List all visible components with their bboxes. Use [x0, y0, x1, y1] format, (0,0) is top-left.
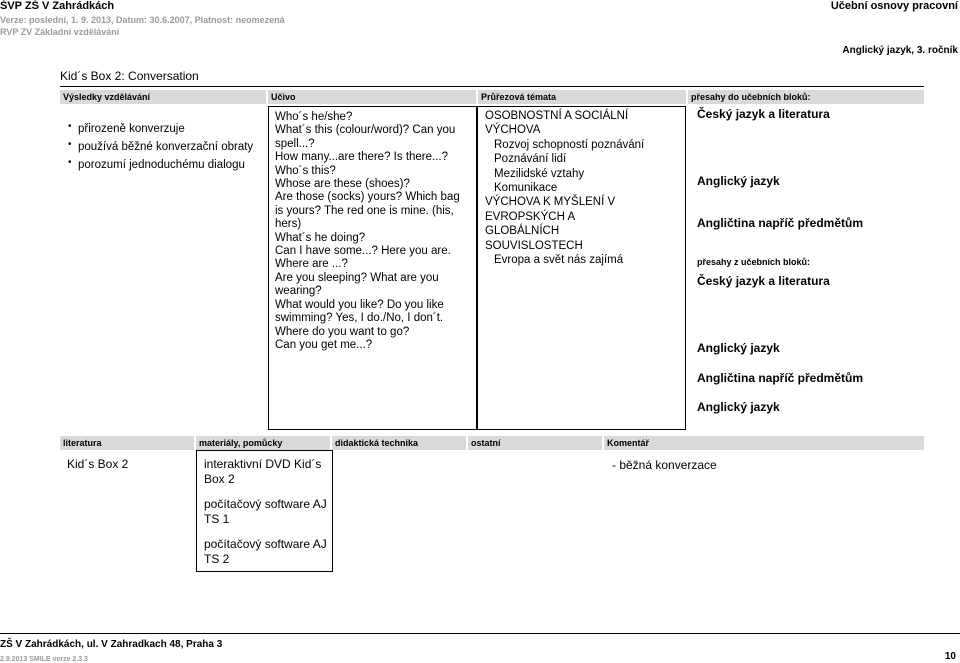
list-item: • porozumí jednoduchému dialogu — [68, 157, 245, 171]
list-item: TS 1 — [204, 512, 230, 526]
content-line: Can you get me...? — [275, 338, 373, 351]
unit-title: Kid´s Box 2: Conversation — [60, 69, 199, 83]
content-line: is yours? The red one is mine. (his, — [275, 204, 454, 217]
column-header-content: Učivo — [268, 90, 476, 104]
content-list — [275, 111, 475, 352]
topic-heading: VÝCHOVA — [485, 124, 541, 137]
topic-heading: EVROPSKÝCH A — [485, 210, 576, 223]
list-item: • používá běžné konverzační obraty — [68, 139, 254, 153]
overlap-to-item: Český jazyk a literatura — [697, 107, 830, 121]
topic-subitem: Mezilidské vztahy — [494, 167, 585, 180]
overlap-from-item: Anglický jazyk — [697, 341, 780, 355]
overlap-to-item: Angličtina napříč předmětům — [697, 216, 864, 230]
outcome-text: používá běžné konverzační obraty — [78, 141, 254, 153]
literature-value: Kid´s Box 2 — [67, 457, 129, 471]
column-header-materials: materiály, pomůcky — [196, 436, 330, 450]
outcome-text: porozumí jednoduchému dialogu — [78, 159, 245, 171]
content-line: Are those (socks) yours? Which bag — [275, 191, 460, 204]
content-line: Who´s he/she? — [275, 111, 353, 123]
footer-version: 2.9.2013 SMILE verze 2.3.3 — [0, 656, 88, 663]
comment-value: - běžná konverzace — [612, 458, 717, 472]
content-line: What´s this (colour/word)? Can you — [275, 124, 456, 137]
list-item: Box 2 — [204, 472, 235, 486]
version-line: Verze: poslední, 1. 9. 2013, Datum: 30.6.2007, Platnost: neomezená — [0, 15, 285, 25]
content-line: How many...are there? Is there...? — [275, 151, 449, 164]
content-line: swimming? Yes, I do./No, I don´t. — [275, 312, 444, 325]
content-line: spell...? — [275, 137, 315, 150]
outcomes-list — [68, 120, 268, 174]
column-header-comment: Komentář — [604, 436, 924, 450]
content-line: Where are ...? — [275, 258, 348, 271]
content-line: Are you sleeping? What are you — [275, 271, 439, 284]
topic-subitem: Evropa a svět nás zajímá — [494, 254, 624, 267]
overlap-from-item: Anglický jazyk — [697, 400, 780, 414]
subject-grade: Anglický jazyk, 3. ročník — [842, 45, 958, 56]
overlap-from-item: Český jazyk a literatura — [697, 274, 830, 288]
topic-heading: OSOBNOSTNÍ A SOCIÁLNÍ — [485, 110, 629, 122]
content-line: hers) — [275, 218, 302, 231]
content-line: What´s he doing? — [275, 231, 366, 244]
outcome-text: přirozeně konverzuje — [78, 123, 185, 135]
topic-subitem: Rozvoj schopností poznávání — [494, 138, 645, 151]
list-item: počítačový software AJ — [204, 497, 327, 511]
content-line: Whose are these (shoes)? — [275, 178, 410, 191]
topics-list — [485, 109, 685, 267]
overlap-to-item: Anglický jazyk — [697, 174, 780, 188]
column-header-literature: literatura — [60, 436, 194, 450]
list-item: počítačový software AJ — [204, 537, 327, 551]
footer-school-address: ZŠ V Zahrádkách, ul. V Zahradkach 48, Praha 3 — [0, 639, 223, 650]
topic-heading: GLOBÁLNÍCH — [485, 225, 560, 238]
materials-list — [204, 457, 332, 567]
list-item: TS 2 — [204, 552, 230, 566]
content-line: Can I have some...? Here you are. — [275, 245, 451, 258]
list-item: • přirozeně konverzuje — [68, 121, 185, 135]
content-line: Where do you want to go? — [275, 325, 410, 338]
column-header-other: ostatní — [468, 436, 602, 450]
topic-subitem: Komunikace — [494, 182, 558, 195]
topic-heading: VÝCHOVA K MYŠLENÍ V — [485, 196, 616, 209]
topic-subitem: Poznávání lidí — [494, 153, 567, 166]
unit-title-rule — [60, 86, 924, 87]
document-type: Učební osnovy pracovní — [830, 0, 958, 12]
footer-rule — [0, 633, 960, 634]
overlaps-from-label: přesahy z učebních bloků: — [697, 257, 811, 267]
list-item: interaktivní DVD Kid´s — [204, 457, 322, 471]
topic-heading: SOUVISLOSTECH — [485, 239, 583, 252]
content-line: What would you like? Do you like — [275, 298, 444, 311]
document-title: ŠVP ZŠ V Zahrádkách — [0, 0, 115, 12]
column-header-outcomes: Výsledky vzdělávání — [60, 90, 266, 104]
content-line: wearing? — [275, 285, 322, 298]
column-header-overlaps: přesahy do učebních bloků: — [688, 90, 924, 104]
page-number: 10 — [944, 651, 956, 662]
overlap-from-item: Angličtina napříč předmětům — [697, 371, 864, 385]
content-line: Who´s this? — [275, 164, 336, 177]
column-header-topics: Průřezová témata — [478, 90, 686, 104]
program-line: RVP ZV Základní vzdělávání — [0, 27, 120, 37]
column-header-didactic: didaktická technika — [332, 436, 466, 450]
